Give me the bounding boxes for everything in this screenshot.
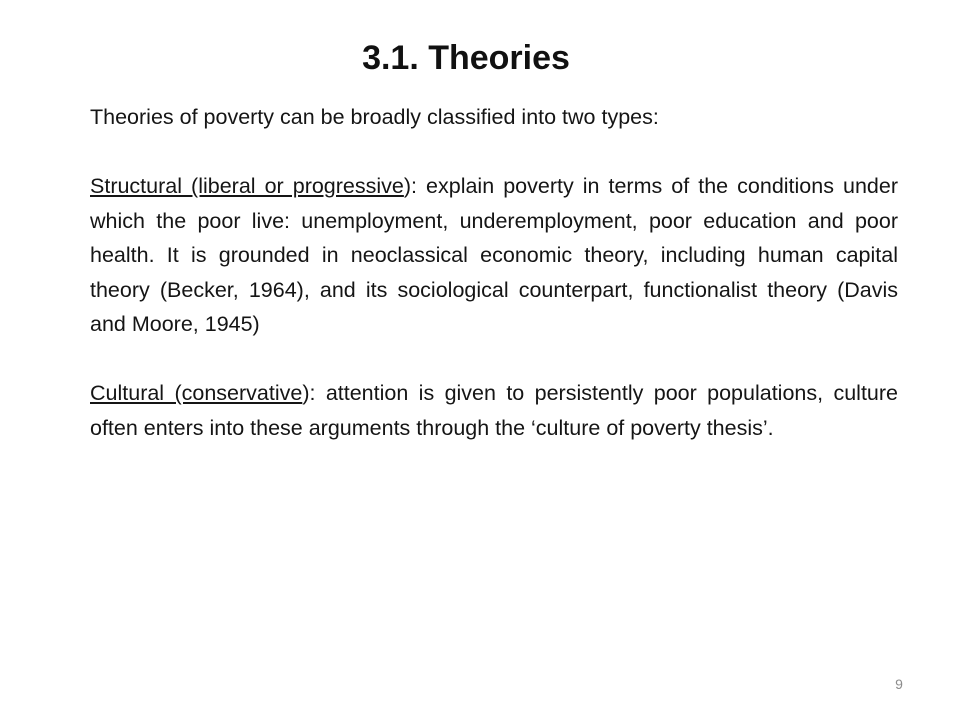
cultural-term: Cultural (conservative (90, 381, 303, 405)
paragraph-spacer (90, 342, 898, 377)
slide-body (90, 100, 898, 445)
structural-text: ): explain poverty in terms of the conditions under which the poor live: unemployment, underemployment, poor education and poor health. It is grounded in neoclassical economic theory, including human capital theory (Becker, 1964), and its sociological counterpart, functionalist theory (Davis and Moore, 1945) (90, 174, 898, 336)
slide-title: 3.1. Theories (362, 39, 570, 77)
structural-term: Structural (liberal or progressive (90, 174, 404, 198)
page-number: 9 (895, 676, 903, 692)
structural-paragraph (90, 169, 898, 342)
cultural-paragraph (90, 376, 898, 445)
cultural-text: ): attention is given to persistently poor populations, culture often enters into these arguments through the ‘culture of poverty thesis’. (90, 381, 898, 440)
paragraph-spacer (90, 135, 898, 170)
intro-paragraph: Theories of poverty can be broadly classified into two types: (90, 105, 659, 129)
